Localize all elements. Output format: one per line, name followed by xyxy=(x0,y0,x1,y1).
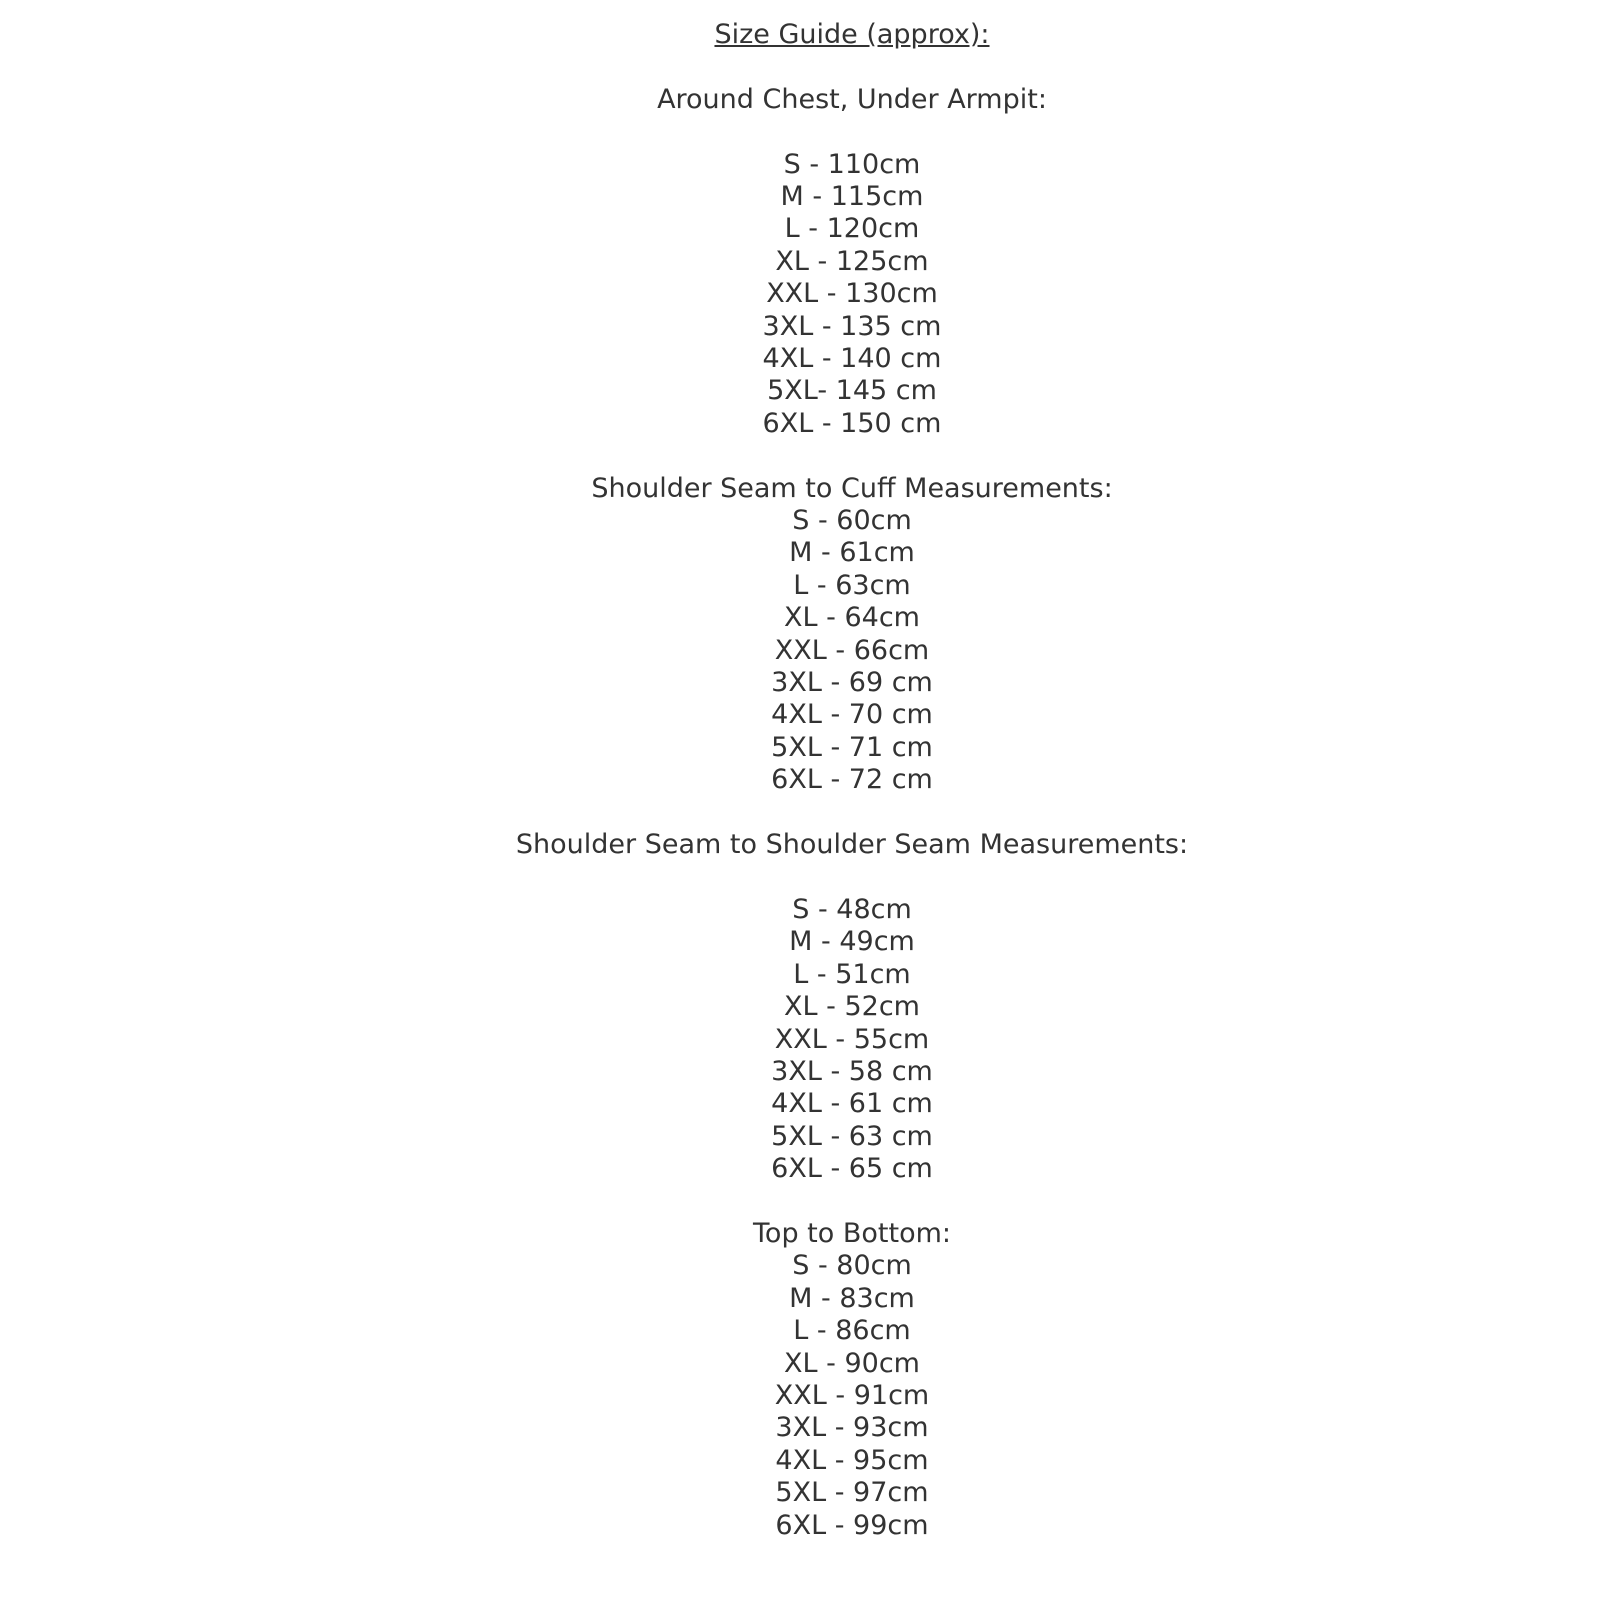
spacer xyxy=(104,1186,1600,1218)
size-row: 4XL - 70 cm xyxy=(771,699,933,731)
spacer xyxy=(104,440,1600,472)
section-heading: Top to Bottom: xyxy=(753,1217,951,1249)
size-row: 3XL - 93cm xyxy=(775,1412,929,1444)
size-row: L - 51cm xyxy=(793,958,911,990)
section-top-to-bottom xyxy=(104,1218,1600,1542)
size-row: S - 110cm xyxy=(783,148,921,180)
size-row: 4XL - 140 cm xyxy=(762,343,942,375)
size-row: M - 115cm xyxy=(780,181,924,212)
section-shoulder-to-cuff xyxy=(104,473,1600,797)
section-heading: Around Chest, Under Armpit: xyxy=(657,83,1047,115)
section-heading: Shoulder Seam to Shoulder Seam Measurements: xyxy=(515,829,1189,861)
section-around-chest xyxy=(104,84,1600,440)
size-row: 3XL - 58 cm xyxy=(771,1055,933,1087)
size-row: XXL - 130cm xyxy=(766,278,938,310)
size-row: 5XL- 145 cm xyxy=(767,375,937,407)
size-row: XXL - 55cm xyxy=(774,1023,930,1055)
size-row: 4XL - 61 cm xyxy=(771,1088,933,1120)
size-row: S - 48cm xyxy=(792,893,912,925)
size-row: S - 80cm xyxy=(792,1250,912,1282)
size-row: 3XL - 69 cm xyxy=(771,667,933,699)
size-row: 6XL - 150 cm xyxy=(762,407,942,439)
spacer xyxy=(104,797,1600,829)
size-row: M - 83cm xyxy=(789,1282,915,1314)
size-row: 5XL - 97cm xyxy=(775,1477,929,1509)
size-row: 4XL - 95cm xyxy=(775,1444,929,1476)
size-row: XL - 90cm xyxy=(784,1347,920,1379)
size-row: M - 61cm xyxy=(789,537,915,569)
size-row: 6XL - 65 cm xyxy=(771,1153,933,1185)
size-row: 6XL - 72 cm xyxy=(771,764,933,796)
spacer xyxy=(104,862,1600,894)
size-row: 3XL - 135 cm xyxy=(762,310,942,342)
spacer xyxy=(104,51,1600,83)
size-row: XXL - 91cm xyxy=(774,1379,930,1411)
size-row: 5XL - 63 cm xyxy=(771,1120,933,1152)
size-row: XXL - 66cm xyxy=(774,634,930,666)
section-shoulder-to-shoulder xyxy=(104,829,1600,1185)
size-row: S - 60cm xyxy=(792,505,912,537)
size-row: L - 86cm xyxy=(793,1315,911,1347)
section-heading: Shoulder Seam to Cuff Measurements: xyxy=(591,472,1113,504)
size-row: L - 63cm xyxy=(793,569,911,601)
spacer xyxy=(104,116,1600,148)
size-row: XL - 52cm xyxy=(784,991,920,1023)
size-row: L - 120cm xyxy=(784,213,920,245)
size-row: 5XL - 71 cm xyxy=(771,731,933,763)
size-row: XL - 64cm xyxy=(784,602,920,634)
size-row: 6XL - 99cm xyxy=(775,1509,929,1541)
size-row: M - 49cm xyxy=(789,926,915,958)
page-title: Size Guide (approx): xyxy=(714,19,990,50)
size-row: XL - 125cm xyxy=(775,245,929,277)
